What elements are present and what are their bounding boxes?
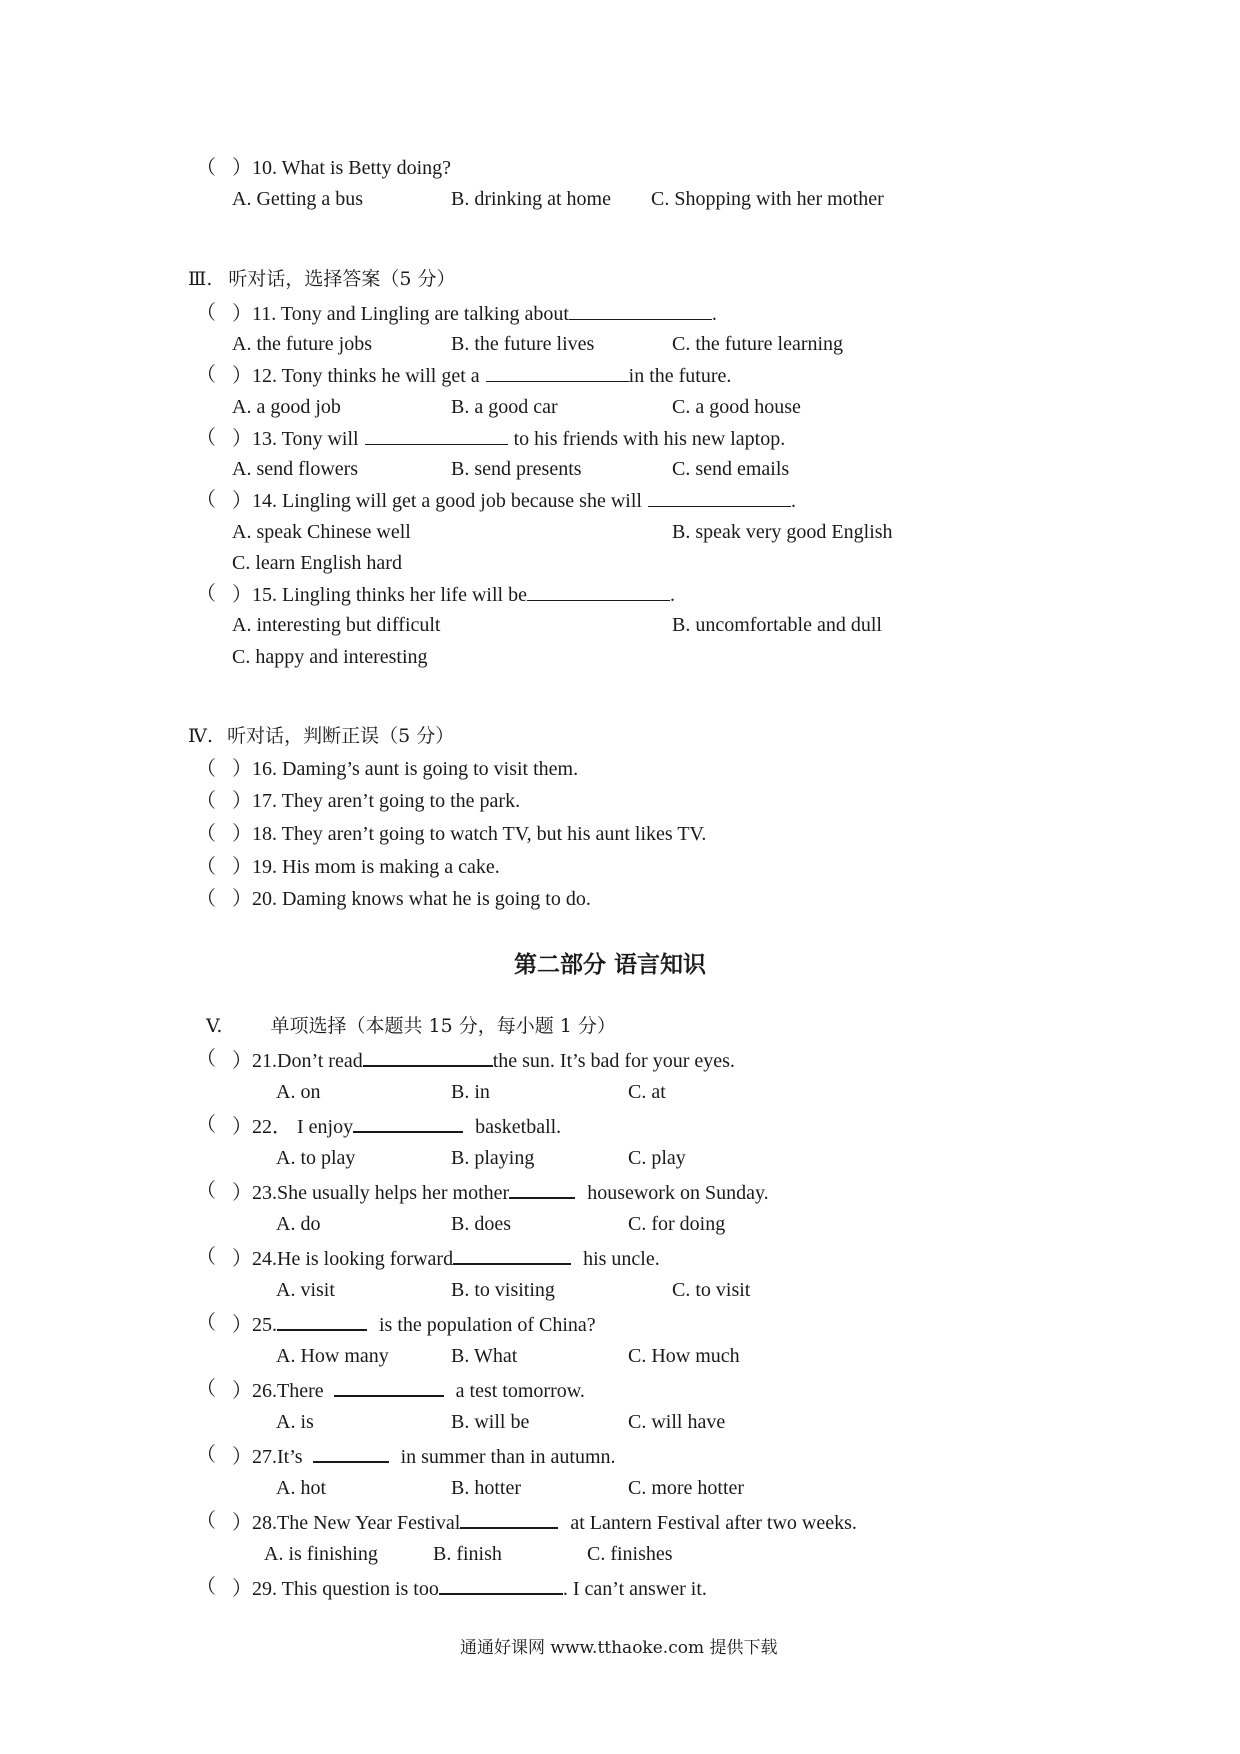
part-2-title: 第二部分 语言知识	[514, 952, 707, 978]
answer-paren: （	[196, 489, 216, 511]
answer-blank[interactable]	[527, 582, 670, 601]
q21-option-a: A. on	[276, 1081, 321, 1103]
q23-option-a: A. do	[276, 1213, 321, 1235]
answer-blank[interactable]	[313, 1443, 389, 1463]
answer-blank[interactable]	[334, 1377, 444, 1397]
question-21	[232, 1047, 735, 1071]
answer-paren: （	[196, 427, 216, 449]
q11-option-c: C. the future learning	[672, 333, 844, 355]
question-23	[232, 1179, 769, 1203]
answer-blank[interactable]	[365, 426, 508, 445]
question-14	[232, 488, 796, 512]
q22-option-c: C. play	[628, 1147, 686, 1169]
question-29	[232, 1575, 707, 1599]
q12-option-b: B. a good car	[451, 396, 558, 418]
q13-text-end: to his friends with his new laptop.	[513, 428, 786, 450]
q14-option-a: A. speak Chinese well	[232, 521, 411, 543]
q27-text: ）27.It’s	[232, 1446, 303, 1468]
q28-option-b: B. finish	[433, 1543, 502, 1565]
q23-text: ）23.She usually helps her mother	[232, 1182, 510, 1204]
section-3-heading	[188, 267, 456, 291]
answer-paren: （	[196, 1246, 216, 1268]
q25-text: ）25.	[232, 1314, 277, 1336]
q24-option-c: C. to visit	[672, 1279, 751, 1301]
q25-text-end: is the population of China?	[379, 1314, 596, 1336]
question-28	[232, 1509, 857, 1533]
question-20: ）20. Daming knows what he is going to do.	[232, 888, 591, 910]
q10-option-b: B. drinking at home	[451, 188, 611, 210]
q25-option-c: C. How much	[628, 1345, 740, 1367]
q15-option-a: A. interesting but difficult	[232, 614, 441, 636]
question-18: ）18. They aren’t going to watch TV, but his aunt likes TV.	[232, 823, 707, 845]
q24-option-b: B. to visiting	[451, 1279, 555, 1301]
question-13	[232, 426, 785, 450]
section-4-text: 听对话，判断正误（5 分）	[227, 725, 455, 747]
q13-option-b: B. send presents	[451, 458, 582, 480]
section-5-label: V.	[206, 1015, 223, 1037]
q26-option-a: A. is	[276, 1411, 314, 1433]
answer-blank[interactable]	[460, 1509, 558, 1529]
answer-blank[interactable]	[648, 488, 791, 507]
q10-option-a: A. Getting a bus	[232, 188, 364, 210]
question-10: ）10. What is Betty doing?	[232, 157, 452, 179]
answer-paren: （	[196, 302, 216, 324]
q13-text: ）13. Tony will	[232, 428, 359, 450]
page-footer: 通通好课网 www.tthaoke.com 提供下载	[460, 1638, 778, 1658]
answer-paren: （	[196, 1576, 216, 1598]
question-22	[232, 1113, 561, 1137]
q21-text: ）21.Don’t read	[232, 1050, 363, 1072]
section-4-label: Ⅳ.	[188, 725, 214, 747]
q10-option-c: C. Shopping with her mother	[651, 188, 884, 210]
question-16: ）16. Daming’s aunt is going to visit them.	[232, 758, 579, 780]
answer-blank[interactable]	[486, 363, 629, 382]
question-17: ）17. They aren’t going to the park.	[232, 790, 521, 812]
answer-blank[interactable]	[277, 1311, 367, 1331]
q11-text: ）11. Tony and Lingling are talking about	[232, 303, 569, 325]
question-24	[232, 1245, 660, 1269]
q22-option-a: A. to play	[276, 1147, 356, 1169]
answer-blank[interactable]	[453, 1245, 571, 1265]
question-12	[232, 363, 731, 387]
q11-option-a: A. the future jobs	[232, 333, 372, 355]
question-11	[232, 301, 717, 325]
answer-paren: （	[196, 1378, 216, 1400]
q22-text: ）22． I enjoy	[232, 1116, 354, 1138]
q24-text: ）24.He is looking forward	[232, 1248, 454, 1270]
answer-paren: （	[196, 1180, 216, 1202]
answer-paren: （	[196, 758, 216, 780]
q27-option-a: A. hot	[276, 1477, 326, 1499]
q13-option-a: A. send flowers	[232, 458, 359, 480]
answer-paren: （	[196, 1114, 216, 1136]
q25-option-a: A. How many	[276, 1345, 389, 1367]
q14-text-end: .	[790, 490, 796, 512]
q21-text-end: the sun. It’s bad for your eyes.	[492, 1050, 735, 1072]
answer-paren: （	[196, 1048, 216, 1070]
q27-text-end: in summer than in autumn.	[400, 1446, 616, 1468]
q23-text-end: housework on Sunday.	[587, 1182, 769, 1204]
q21-option-b: B. in	[451, 1081, 490, 1103]
answer-blank[interactable]	[569, 301, 712, 320]
q12-text-end: in the future.	[628, 365, 732, 387]
q28-text: ）28.The New Year Festival	[232, 1512, 461, 1534]
q12-text: ）12. Tony thinks he will get a	[232, 365, 480, 387]
answer-paren: （	[196, 790, 216, 812]
q12-option-a: A. a good job	[232, 396, 341, 418]
q14-option-b: B. speak very good English	[672, 521, 893, 543]
q15-option-b: B. uncomfortable and dull	[672, 614, 882, 636]
q26-option-b: B. will be	[451, 1411, 530, 1433]
section-3-label: Ⅲ.	[188, 268, 213, 290]
q15-option-c: C. happy and interesting	[232, 646, 428, 668]
q15-text: ）15. Lingling thinks her life will be	[232, 584, 527, 606]
q24-text-end: his uncle.	[583, 1248, 660, 1270]
q11-option-b: B. the future lives	[451, 333, 595, 355]
q29-text: ）29. This question is too	[232, 1578, 439, 1600]
answer-blank[interactable]	[509, 1179, 575, 1199]
q27-option-b: B. hotter	[451, 1477, 521, 1499]
answer-paren: （	[196, 583, 216, 605]
question-15	[232, 582, 675, 606]
answer-paren: （	[196, 823, 216, 845]
section-4-heading	[188, 724, 454, 748]
q28-option-a: A. is finishing	[264, 1543, 378, 1565]
q23-option-c: C. for doing	[628, 1213, 726, 1235]
question-26	[232, 1377, 585, 1401]
q28-option-c: C. finishes	[587, 1543, 673, 1565]
answer-paren: （	[196, 856, 216, 878]
answer-paren: （	[196, 1444, 216, 1466]
q12-option-c: C. a good house	[672, 396, 801, 418]
q23-option-b: B. does	[451, 1213, 511, 1235]
answer-blank[interactable]	[439, 1575, 563, 1595]
answer-paren: （	[196, 888, 216, 910]
answer-paren: （	[196, 1312, 216, 1334]
q29-text-end: . I can’t answer it.	[562, 1578, 707, 1600]
q26-text: ）26.There	[232, 1380, 324, 1402]
q22-option-b: B. playing	[451, 1147, 535, 1169]
q26-option-c: C. will have	[628, 1411, 726, 1433]
q14-option-c: C. learn English hard	[232, 552, 402, 574]
answer-paren: （	[196, 157, 216, 179]
answer-blank[interactable]	[363, 1047, 493, 1067]
q28-text-end: at Lantern Festival after two weeks.	[570, 1512, 857, 1534]
q26-text-end: a test tomorrow.	[455, 1380, 585, 1402]
q27-option-c: C. more hotter	[628, 1477, 745, 1499]
q21-option-c: C. at	[628, 1081, 666, 1103]
section-5-text: 单项选择（本题共 15 分，每小题 1 分）	[270, 1015, 616, 1037]
answer-paren: （	[196, 364, 216, 386]
answer-blank[interactable]	[353, 1113, 463, 1133]
answer-paren: （	[196, 1510, 216, 1532]
section-3-text: 听对话，选择答案（5 分）	[228, 268, 456, 290]
q24-option-a: A. visit	[276, 1279, 335, 1301]
question-19: ）19. His mom is making a cake.	[232, 856, 500, 878]
question-27	[232, 1443, 616, 1467]
q11-text-end: .	[711, 303, 717, 325]
q22-text-end: basketball.	[475, 1116, 562, 1138]
q13-option-c: C. send emails	[672, 458, 790, 480]
question-25	[232, 1311, 596, 1335]
q14-text: ）14. Lingling will get a good job because she will	[232, 490, 642, 512]
section-5-heading	[206, 1014, 616, 1038]
q25-option-b: B. What	[451, 1345, 518, 1367]
q15-text-end: .	[669, 584, 675, 606]
